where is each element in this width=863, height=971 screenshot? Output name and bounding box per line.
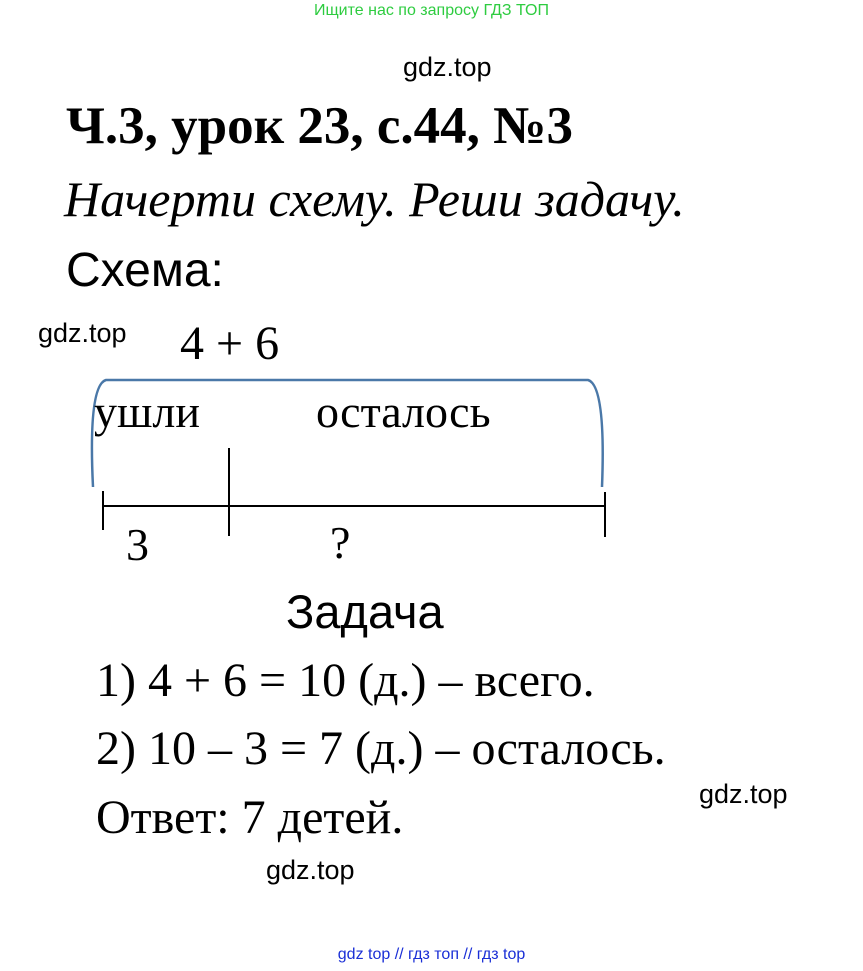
segment-label-right: осталось	[316, 386, 491, 437]
watermark: gdz.top	[699, 779, 788, 809]
answer-line: Ответ: 7 детей.	[96, 791, 404, 844]
scheme-label: Схема:	[66, 244, 224, 297]
top-banner: Ищите нас по запросу ГДЗ ТОП	[314, 2, 549, 19]
segment-length-right: ?	[330, 517, 351, 568]
watermark: gdz.top	[403, 52, 492, 82]
page-title: Ч.3, урок 23, с.44, №3	[66, 97, 573, 155]
watermark: gdz.top	[266, 855, 355, 885]
task-instruction: Начерти схему. Реши задачу.	[64, 171, 685, 227]
task-heading: Задача	[286, 585, 444, 638]
segment-label-left: ушли	[94, 386, 200, 437]
segment-length-left: 3	[126, 519, 149, 570]
solution-step: 2) 10 – 3 = 7 (д.) – осталось.	[96, 722, 666, 775]
watermark: gdz.top	[38, 318, 127, 348]
solution-step: 1) 4 + 6 = 10 (д.) – всего.	[96, 654, 595, 707]
scheme-sum: 4 + 6	[180, 317, 280, 370]
footer-links: gdz top // гдз топ // гдз top	[337, 946, 526, 963]
